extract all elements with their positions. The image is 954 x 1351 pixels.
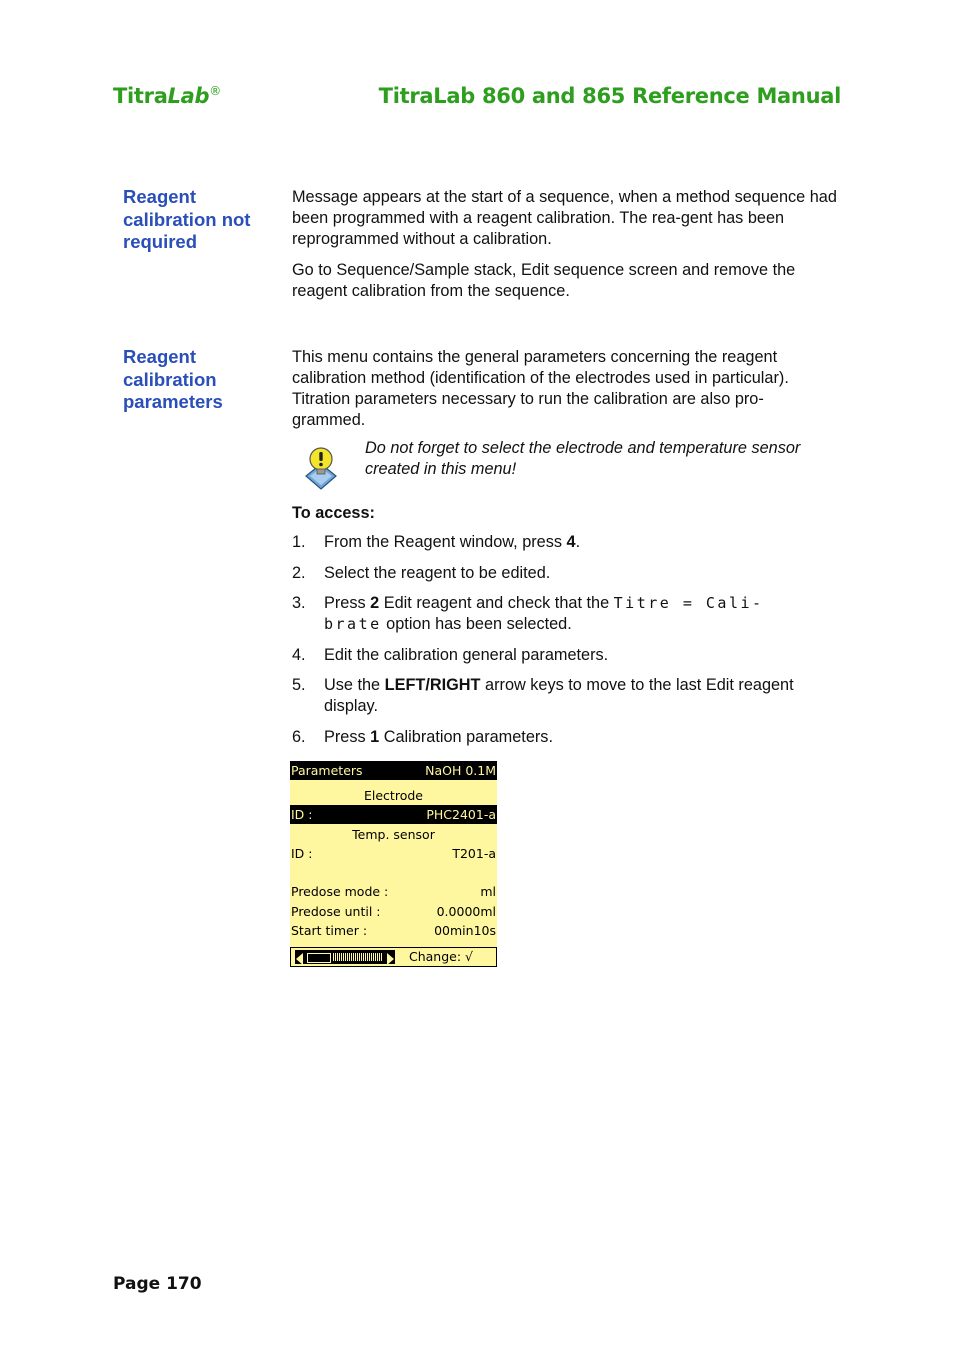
field-value: ml	[480, 884, 496, 899]
screen-title: Parameters	[291, 763, 363, 778]
screen-title-bar	[290, 761, 497, 780]
step-key: LEFT/RIGHT	[384, 676, 481, 694]
temp-sensor-heading: Temp. sensor	[352, 827, 435, 842]
heading-line: calibration	[123, 368, 217, 390]
heading-line: Reagent	[123, 186, 196, 207]
brand-logo	[113, 84, 221, 108]
manual-title: TitraLab 860 and 865 Reference Manual	[378, 84, 841, 108]
field-label: ID :	[291, 807, 313, 822]
step-text: Edit reagent and check that the	[379, 594, 614, 612]
field-label: ID :	[291, 846, 313, 861]
brand-registered: ®	[209, 84, 221, 98]
step-number: 6.	[292, 727, 306, 746]
predose-until-row[interactable]	[290, 902, 497, 921]
electrode-heading: Electrode	[364, 788, 423, 803]
page-number: Page 170	[113, 1274, 202, 1294]
section1-body	[292, 187, 837, 302]
step-item	[292, 593, 837, 635]
step-item	[292, 563, 837, 584]
step-number: 4.	[292, 645, 306, 664]
brand-italic: Lab	[167, 84, 210, 108]
screen-status-bar	[290, 947, 497, 967]
step-text: Select the reagent to be edited.	[324, 563, 551, 582]
heading-line: parameters	[123, 391, 223, 412]
field-value: T201-a	[452, 846, 496, 861]
paragraph: This menu contains the general parameters concerning the reagent calibration method (identification of the electrodes used in particular). Titration parameters necessary to run the calibration are also pro-grammed.	[292, 348, 789, 429]
heading-line: calibration not	[123, 208, 251, 230]
warning-lightbulb-icon	[304, 446, 338, 490]
step-number: 2.	[292, 563, 306, 582]
access-steps	[292, 504, 837, 757]
scroll-left-arrow-icon[interactable]	[296, 953, 303, 965]
scroll-track-pattern	[333, 953, 383, 961]
step-text: Press	[324, 594, 371, 612]
scroll-right-arrow-icon[interactable]	[387, 953, 394, 965]
step-key: 2	[370, 594, 380, 612]
heading-line: Reagent	[123, 346, 196, 367]
step-key: 4	[566, 533, 576, 551]
paragraph: Message appears at the start of a sequence, when a method sequence had been programmed with a reagent calibration. The rea-gent has been reprogrammed without a calibration.	[292, 188, 837, 248]
option-code: brate	[324, 615, 382, 633]
step-item	[292, 532, 837, 553]
field-label: Predose mode :	[291, 884, 389, 899]
scroll-thumb[interactable]	[307, 953, 331, 963]
step-text: arrow keys to move to the last Edit reagent display.	[324, 676, 794, 715]
step-item	[292, 727, 837, 748]
step-text: Use the	[324, 676, 385, 694]
step-number: 5.	[292, 676, 306, 694]
step-item	[292, 645, 837, 666]
field-value: 00min10s	[434, 923, 496, 938]
start-timer-row[interactable]	[290, 921, 497, 940]
predose-mode-row[interactable]	[290, 882, 497, 901]
step-text: .	[575, 533, 581, 551]
step-text: option has been selected.	[381, 615, 572, 633]
field-value: 0.0000ml	[436, 904, 496, 919]
step-text: Calibration parameters.	[379, 727, 553, 746]
step-key: 1	[370, 727, 380, 746]
step-number: 1.	[292, 533, 306, 551]
step-text: Press	[324, 727, 371, 746]
field-value: PHC2401-a	[426, 807, 496, 822]
step-item	[292, 675, 837, 717]
screen-reagent: NaOH 0.1M	[425, 763, 496, 778]
temp-sensor-id-row[interactable]	[290, 844, 497, 863]
instrument-display	[290, 761, 497, 967]
access-label: To access:	[292, 504, 375, 522]
field-label: Start timer :	[291, 923, 368, 938]
section-heading-calibration-not-required	[123, 186, 273, 254]
section2-body	[292, 347, 837, 431]
heading-line: required	[123, 231, 198, 252]
note-text: Do not forget to select the electrode and temperature sensor created in this menu!	[365, 439, 801, 478]
brand-prefix: Titra	[113, 84, 168, 108]
option-code: Titre = Cali-	[613, 594, 764, 612]
change-softkey[interactable]: Change: √	[409, 949, 474, 964]
scroll-track[interactable]	[295, 950, 395, 964]
step-text: From the Reagent window, press	[324, 533, 567, 551]
step-text: Edit the calibration general parameters.	[324, 645, 609, 664]
step-number: 3.	[292, 594, 306, 612]
field-label: Predose until :	[291, 904, 381, 919]
electrode-id-row[interactable]	[290, 805, 497, 824]
section-heading-calibration-parameters	[123, 346, 273, 414]
paragraph: Go to Sequence/Sample stack, Edit sequence screen and remove the reagent calibration from the sequence.	[292, 261, 796, 300]
